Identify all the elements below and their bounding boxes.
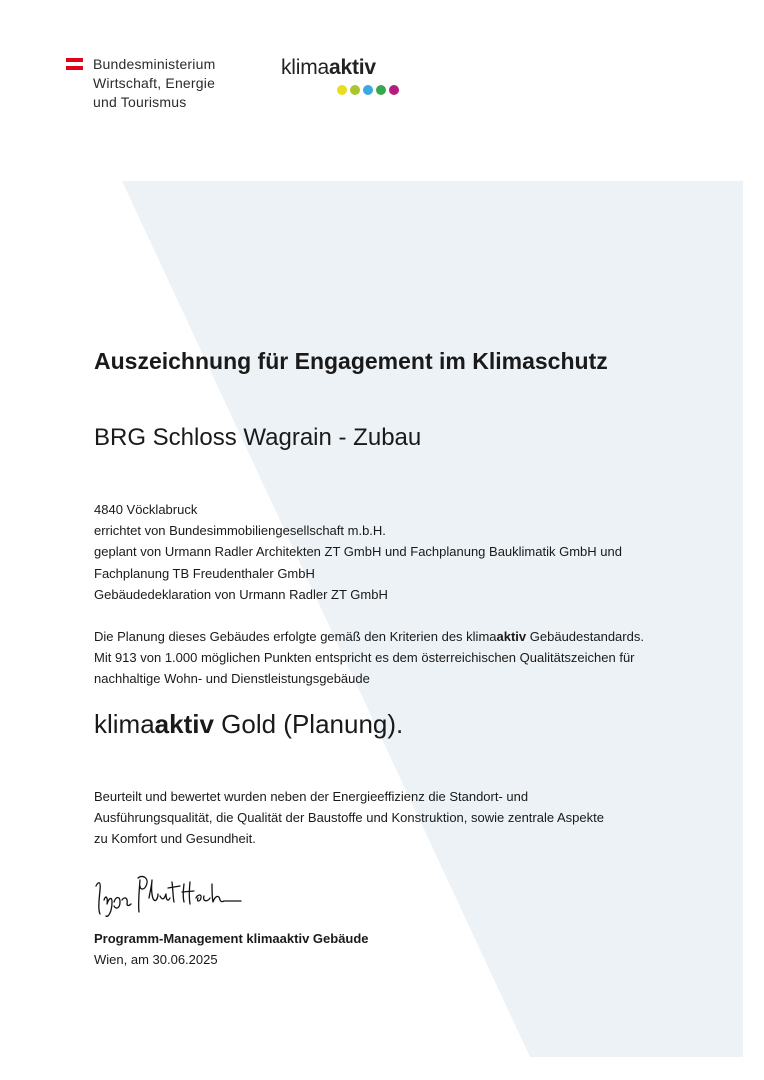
- logo-dot: [350, 85, 360, 95]
- award-level: klimaaktiv Gold (Planung).: [94, 709, 404, 739]
- info-line: Fachplanung TB Freudenthaler GmbH: [94, 565, 315, 581]
- signatory: Programm-Management klimaaktiv Gebäude: [94, 931, 369, 946]
- logo-dot: [363, 85, 373, 95]
- place-date: Wien, am 30.06.2025: [94, 952, 218, 968]
- info-line: 4840 Vöcklabruck: [94, 502, 198, 517]
- austria-flag-icon: [66, 58, 83, 70]
- evaluation-line: Beurteilt und bewertet wurden neben der Energieeffizienz die Standort- und: [94, 789, 529, 804]
- planning-line-2: Mit 913 von 1.000 möglichen Punkten entspricht es dem österreichischen Qualitätszeichen für: [94, 650, 635, 666]
- logo-dot: [376, 85, 386, 95]
- logo-suffix: aktiv: [329, 56, 376, 79]
- info-line: geplant von Urmann Radler Architekten ZT GmbH und Fachplanung Bauklimatik GmbH und: [94, 544, 622, 560]
- logo-dots: [337, 85, 399, 95]
- ministry-line: Bundesministerium: [93, 56, 216, 72]
- certificate-title: Auszeichnung für Engagement im Klimaschutz: [94, 348, 608, 374]
- project-name: BRG Schloss Wagrain - Zubau: [94, 424, 422, 451]
- project-info: [94, 499, 622, 605]
- ministry-line: und Tourismus: [93, 94, 187, 110]
- planning-statement: [94, 626, 644, 690]
- logo-dot: [389, 85, 399, 95]
- evaluation-line: Ausführungsqualität, die Qualität der Baustoffe und Konstruktion, sowie zentrale Aspekte: [94, 810, 604, 826]
- logo-prefix: klima: [281, 56, 330, 79]
- handwritten-signature: [94, 872, 244, 922]
- info-line: errichtet von Bundesimmobiliengesellschaft m.b.H.: [94, 523, 386, 539]
- info-line: Gebäudedeklaration von Urmann Radler ZT GmbH: [94, 586, 388, 602]
- ministry-name: [93, 55, 215, 112]
- evaluation-line: zu Komfort und Gesundheit.: [94, 831, 256, 847]
- planning-line-3: nachhaltige Wohn- und Dienstleistungsgebäude: [94, 671, 370, 687]
- klimaaktiv-logo: [281, 56, 399, 95]
- ministry-line: Wirtschaft, Energie: [93, 75, 216, 91]
- evaluation-statement: [94, 786, 604, 850]
- planning-line-1: Die Planung dieses Gebäudes erfolgte gemäß den Kriterien des klimaaktiv Gebäudestandards.: [94, 629, 644, 644]
- ministry-logo: [66, 55, 215, 112]
- logo-dot: [337, 85, 347, 95]
- footer: [94, 928, 369, 970]
